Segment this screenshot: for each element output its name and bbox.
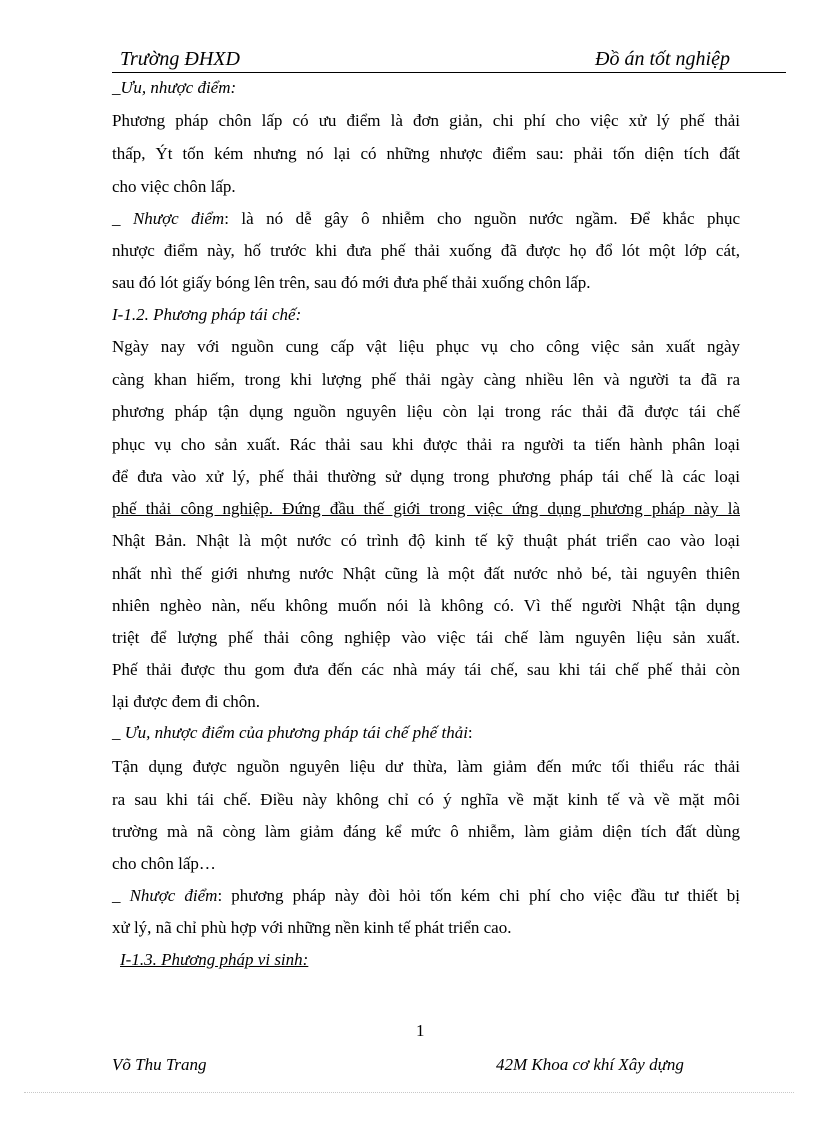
page-header <box>112 46 786 73</box>
page-number: 1 <box>416 1021 425 1040</box>
paragraph-recycling-line4: phục vụ cho sản xuất. Rác thải sau khi được thải ra người ta tiến hành phân loại <box>112 435 740 454</box>
paragraph-benefits-line4: cho chôn lấp… <box>112 854 216 873</box>
paragraph-disadvantage-line3: sau đó lót giấy bóng lên trên, sau đó mới đưa phế thải xuống chôn lấp. <box>112 273 591 292</box>
colon: : <box>467 723 473 742</box>
paragraph-recycling-line10: triệt để lượng phế thải công nghiệp vào việc tái chế làm nguyên liệu sản xuất. <box>112 628 740 647</box>
paragraph-recycling-line5: để đưa vào xử lý, phế thải thường sử dụng trong phương pháp tái chế là các loại <box>112 467 740 486</box>
section-heading-microbial: I-1.3. Phương pháp vi sinh: <box>120 950 309 969</box>
disadvantage-label: Nhược điểm <box>129 886 218 905</box>
section-heading-recycling: I-1.2. Phương pháp tái chế: <box>112 305 302 324</box>
paragraph-recycling-line1: Ngày nay với nguồn cung cấp vật liệu phục vụ cho công việc sản xuất ngày <box>112 337 740 356</box>
paragraph-recycling-line3: phương pháp tận dụng nguồn nguyên liệu còn lại trong rác thải đã được tái chế <box>112 402 740 421</box>
paragraph-recycling-line11: Phế thải được thu gom đưa đến các nhà máy tái chế, sau khi tái chế phế thải còn <box>112 660 740 679</box>
disadvantage-label: Nhược điểm <box>132 209 225 228</box>
paragraph-landfill-line3: cho việc chôn lấp. <box>112 177 236 196</box>
header-doc-type: Đồ án tốt nghiệp <box>595 48 730 70</box>
paragraph-recycling-line6: phế thải công nghiệp. Đứng đầu thế giới trong việc ứng dụng phương pháp này là <box>112 499 740 518</box>
paragraph-disadvantage-line2: nhược điểm này, hố trước khi đưa phế thải xuống đã được họ đổ lót một lớp cát, <box>112 241 740 260</box>
paragraph-recycling-disadvantage-line2: xử lý, nã chỉ phù hợp với những nền kinh tế phát triển cao. <box>112 918 512 937</box>
header-school: Trường ĐHXD <box>120 48 240 70</box>
paragraph-landfill-line1: Phương pháp chôn lấp có ưu điểm là đơn giản, chi phí cho việc xử lý phế thải <box>112 111 740 130</box>
paragraph-recycling-line12: lại được đem đi chôn. <box>112 692 261 711</box>
paragraph-benefits-line2: ra sau khi tái chế. Điều này không chỉ có ý nghĩa về mặt kinh tế và về mặt môi <box>112 790 740 809</box>
disadvantage-text: : phương pháp này đòi hỏi tốn kém chi phí cho việc đầu tư thiết bị <box>217 886 741 905</box>
paragraph-recycling-line2: càng khan hiếm, trong khi lượng phế thải ngày càng nhiều lên và người ta đã ra <box>112 370 740 389</box>
bullet-dash: _ <box>112 886 130 905</box>
paragraph-recycling-line9: nhiên nghèo nàn, nếu không muốn nói là không có. Vì thế người Nhật tận dụng <box>112 596 740 615</box>
paragraph-recycling-disadvantage-line1 <box>112 884 740 907</box>
page-bottom-divider <box>24 1092 794 1093</box>
paragraph-recycling-line7: Nhật Bản. Nhật là một nước có trình độ kinh tế kỹ thuật phát triển cao vào loại <box>112 531 740 550</box>
paragraph-recycling-line8: nhất nhì thế giới nhưng nước Nhật cũng là một đất nước nhỏ bé, tài nguyên thiên <box>112 564 740 583</box>
subheading-recycling-pros-cons <box>112 721 740 744</box>
paragraph-benefits-line3: trường mà nã còng làm giảm đáng kể mức ô nhiễm, làm giảm diện tích đất dùng <box>112 822 740 841</box>
bullet-dash: _ <box>112 209 133 228</box>
paragraph-landfill-line2: thấp, Ýt tốn kém nhưng nó lại có những nhược điểm sau: phải tốn diện tích đất <box>112 144 740 163</box>
disadvantage-text: : là nó dễ gây ô nhiễm cho nguồn nước ngầm. Để khắc phục <box>224 209 740 228</box>
paragraph-benefits-line1: Tận dụng được nguồn nguyên liệu dư thừa, làm giảm đến mức tối thiểu rác thải <box>112 757 740 776</box>
footer-author: Võ Thu Trang <box>112 1055 207 1074</box>
recycling-pros-cons-label: _ Ưu, nhược điểm của phương pháp tái chế phế thải <box>112 723 468 742</box>
paragraph-disadvantage-line1 <box>112 207 740 230</box>
subheading-pros-cons: _Ưu, nhược điểm: <box>112 78 237 97</box>
footer-class-info: 42M Khoa cơ khí Xây dựng <box>496 1055 684 1074</box>
